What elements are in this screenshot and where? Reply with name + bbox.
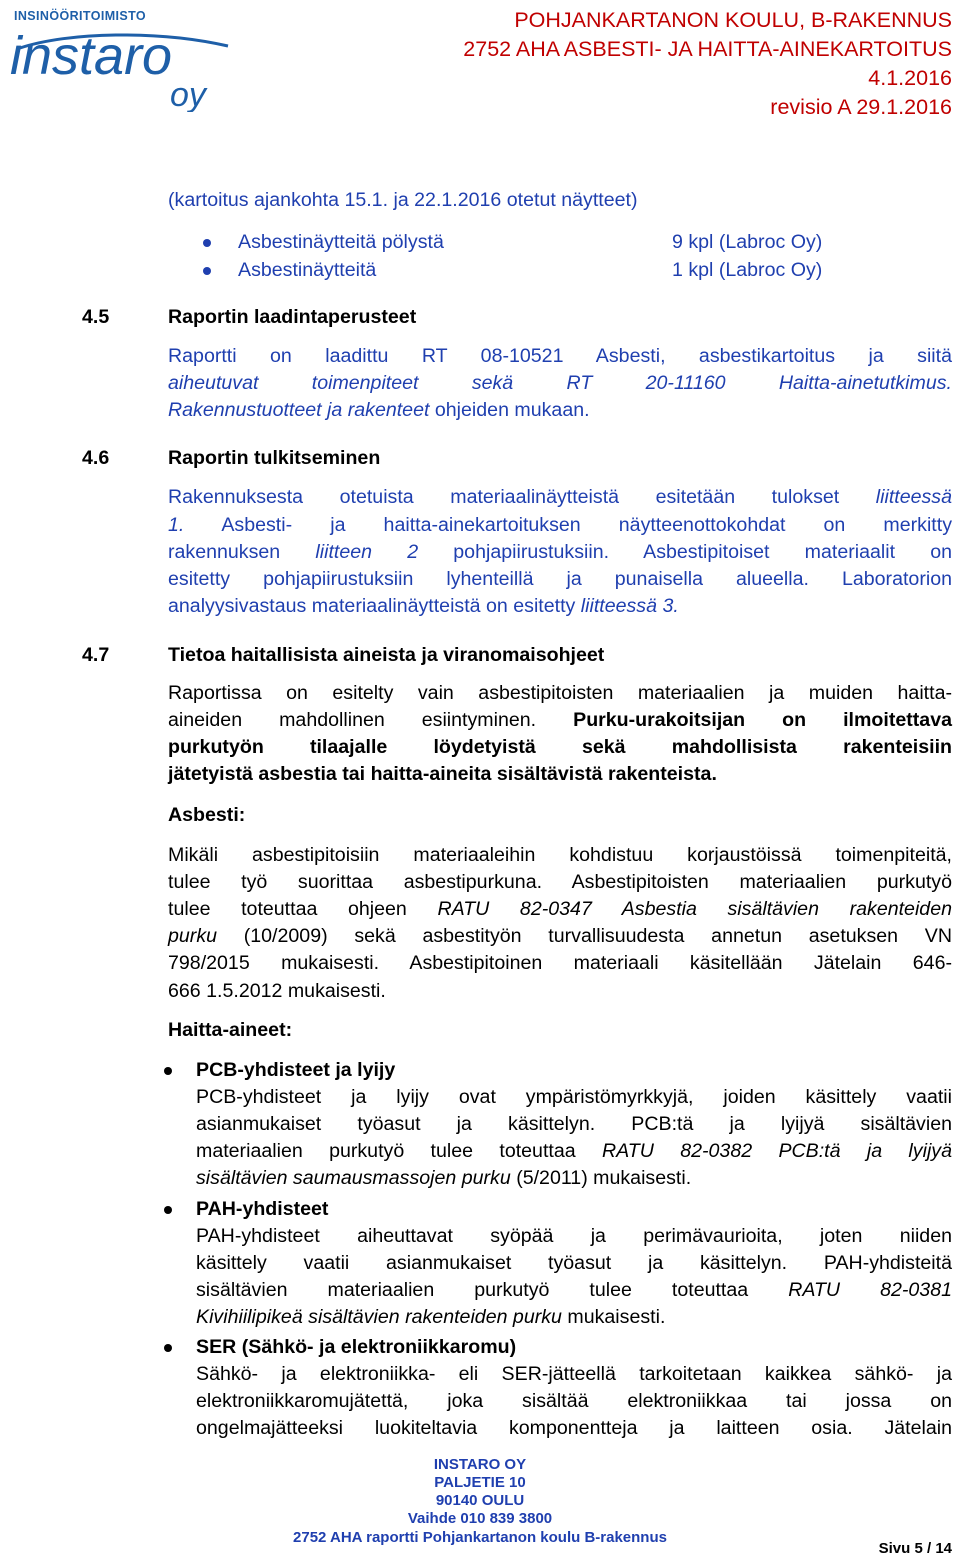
revision-item-value: 1 kpl (Labroc Oy) <box>672 259 823 281</box>
bullet-icon <box>164 1344 172 1352</box>
paragraph-line: ongelmajätteeksi luokiteltavia komponentteja ja laitteen osia. Jätelain <box>196 1417 952 1439</box>
section-title: Tietoa haitallisista aineista ja viranomaisohjeet <box>168 644 605 666</box>
paragraph-line: sisältävien materiaalien purkutyö tulee toteuttaa RATU 82-0381 <box>196 1279 952 1301</box>
section-number: 4.6 <box>82 447 110 469</box>
bullet-icon <box>203 239 211 247</box>
logo-main-text: instaro <box>10 26 173 86</box>
revision-intro: (kartoitus ajankohta 15.1. ja 22.1.2016 otetut näytteet) <box>168 189 638 211</box>
paragraph-line: Raportissa on esitelty vain asbestipitoisten materiaalien ja muiden haitta- <box>168 682 952 704</box>
paragraph-line: Raportti on laadittu RT 08-10521 Asbesti, asbestikartoitus ja siitä <box>168 345 952 367</box>
paragraph-line: tulee toteuttaa ohjeen RATU 82-0347 Asbestia sisältävien rakenteiden <box>168 898 952 920</box>
header-project: POHJANKARTANON KOULU, B-RAKENNUS <box>514 8 952 32</box>
revision-item-label: Asbestinäytteitä <box>238 259 377 281</box>
paragraph-line: elektroniikkaromujätettä, joka sisältää elektroniikkaa tai jossa on <box>196 1390 952 1412</box>
subheading-asbesti: Asbesti: <box>168 804 246 826</box>
paragraph-line: esitetty pohjapiirustuksiin lyhenteillä ja punaisella alueella. Laboratorion <box>168 568 952 590</box>
paragraph-line: aiheutuvat toimenpiteet sekä RT 20-11160 Haitta-ainetutkimus. <box>168 372 952 394</box>
paragraph-line: jätetyistä asbestia tai haitta-aineita sisältävistä rakenteista. <box>168 763 717 785</box>
page-number: Sivu 5 / 14 <box>878 1540 952 1557</box>
bullet-title: PCB-yhdisteet ja lyijy <box>196 1059 396 1081</box>
revision-item-label: Asbestinäytteitä pölystä <box>238 231 444 253</box>
paragraph-line: asianmukaiset työasut ja käsittelyn. PCB:tä ja lyijyä sisältävien <box>196 1113 952 1135</box>
footer-company: INSTARO OY <box>433 1456 527 1473</box>
paragraph-line: 666 1.5.2012 mukaisesti. <box>168 980 386 1002</box>
paragraph-line: käsittely vaatii asianmukaiset työasut ja käsittelyn. PAH-yhdisteitä <box>196 1252 952 1274</box>
paragraph-line: PAH-yhdisteet aiheuttavat syöpää ja perimävaurioita, joten niiden <box>196 1225 952 1247</box>
paragraph-line: Sähkö- ja elektroniikka- eli SER-jätteellä tarkoitetaan kaikkea sähkö- ja <box>196 1363 952 1385</box>
paragraph-line: Mikäli asbestipitoisiin materiaaleihin kohdistuu korjaustöissä toimenpiteitä, <box>168 844 952 866</box>
paragraph-line: 1. Asbesti- ja haitta-ainekartoituksen näytteenottokohdat on merkitty <box>168 514 952 536</box>
paragraph-line: tulee työ suorittaa asbestipurkuna. Asbestipitoisten materiaalien purkutyö <box>168 871 952 893</box>
paragraph-line: PCB-yhdisteet ja lyijy ovat ympäristömyrkkyjä, joiden käsittely vaatii <box>196 1086 952 1108</box>
paragraph-line: sisältävien saumausmassojen purku (5/2011) mukaisesti. <box>196 1167 692 1189</box>
paragraph-line: analyysivastaus materiaalinäytteistä on esitetty liitteessä 3. <box>168 595 679 617</box>
section-title: Raportin tulkitseminen <box>168 447 381 469</box>
bullet-icon <box>164 1206 172 1214</box>
header-report: 2752 AHA ASBESTI- JA HAITTA-AINEKARTOITUS <box>463 37 952 61</box>
paragraph-line: Kivihiilipikeä sisältävien rakenteiden purku mukaisesti. <box>196 1306 666 1328</box>
paragraph-line: Rakennuksesta otetuista materiaalinäytteistä esitetään tulokset liitteessä <box>168 486 952 508</box>
section-number: 4.5 <box>82 306 110 328</box>
logo-top-text: INSINÖÖRITOIMISTO <box>14 9 147 23</box>
header-revision: revisio A 29.1.2016 <box>770 95 952 119</box>
footer-city: 90140 OULU <box>435 1492 525 1509</box>
paragraph-line: aineiden mahdollinen esiintyminen. Purku-urakoitsijan on ilmoitettava <box>168 709 952 731</box>
paragraph-line: 798/2015 mukaisesti. Asbestipitoinen materiaali käsitellään Jätelain 646- <box>168 952 952 974</box>
instaro-logo <box>8 2 240 112</box>
document-header <box>463 6 952 122</box>
subheading-haitta-aineet: Haitta-aineet: <box>168 1019 293 1041</box>
paragraph-line: materiaalien purkutyö tulee toteuttaa RATU 82-0382 PCB:tä ja lyijyä <box>196 1140 952 1162</box>
paragraph-line: Rakennustuotteet ja rakenteet ohjeiden mukaan. <box>168 399 590 421</box>
bullet-icon <box>164 1067 172 1075</box>
logo-sub-text: oy <box>170 76 206 112</box>
paragraph-line: purkutyön tilaajalle löydetyistä sekä mahdollisista rakenteisiin <box>168 736 952 758</box>
bullet-title: SER (Sähkö- ja elektroniikkaromu) <box>196 1336 517 1358</box>
bullet-title: PAH-yhdisteet <box>196 1198 329 1220</box>
header-date: 4.1.2016 <box>868 66 952 90</box>
section-title: Raportin laadintaperusteet <box>168 306 417 328</box>
footer-phone: Vaihde 010 839 3800 <box>407 1510 553 1527</box>
section-number: 4.7 <box>82 644 110 666</box>
paragraph-line: purku (10/2009) sekä asbestityön turvallisuudesta annetun asetuksen VN <box>168 925 952 947</box>
footer-document: 2752 AHA raportti Pohjankartanon koulu B-rakennus <box>293 1529 667 1546</box>
bullet-icon <box>203 267 211 275</box>
paragraph-line: rakennuksen liitteen 2 pohjapiirustuksiin. Asbestipitoiset materiaalit on <box>168 541 953 563</box>
revision-item-value: 9 kpl (Labroc Oy) <box>672 231 823 253</box>
footer-street: PALJETIE 10 <box>434 1474 526 1491</box>
